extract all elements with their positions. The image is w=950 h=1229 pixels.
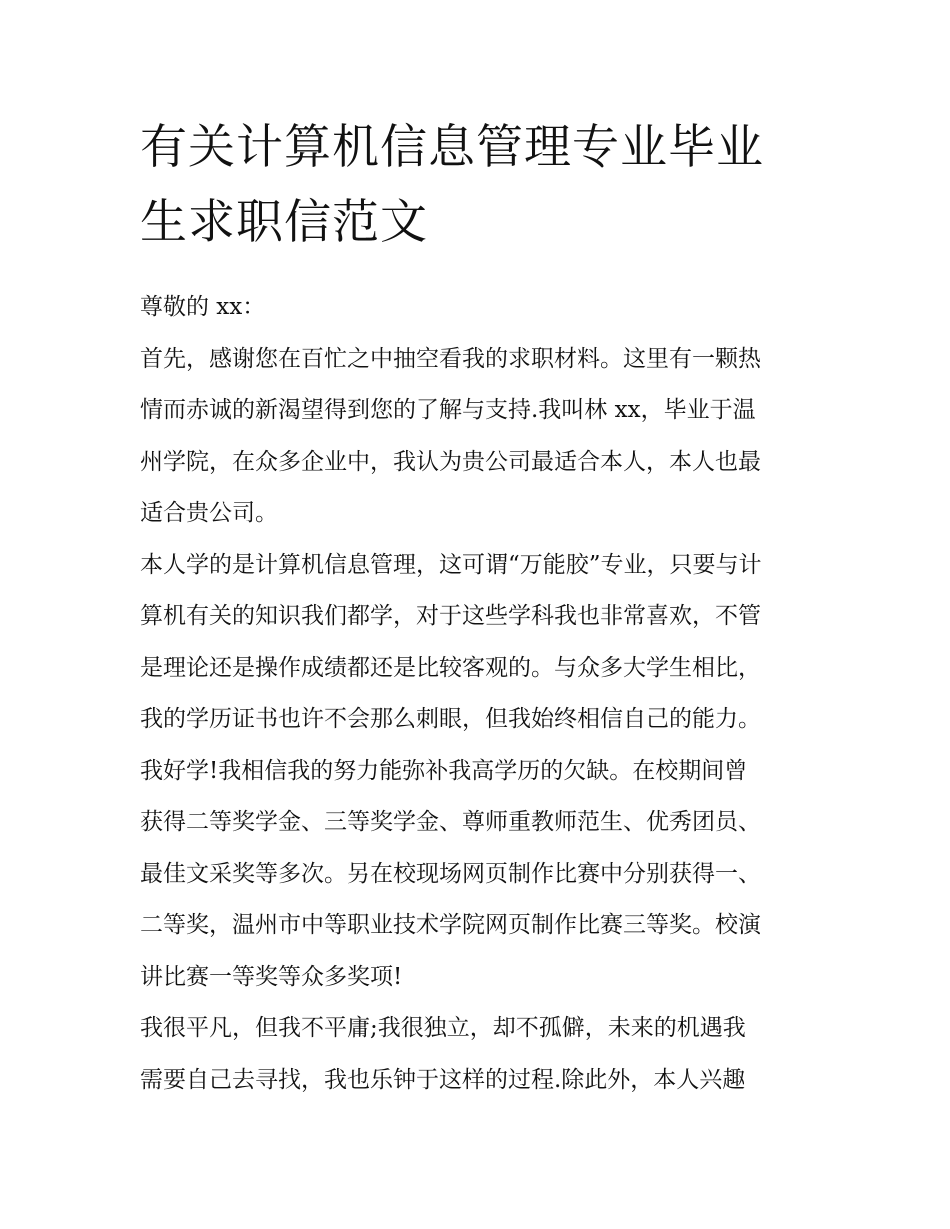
body-line: 需要自己去寻找，我也乐钟于这样的过程.除此外，本人兴趣 xyxy=(140,1066,746,1093)
body-line: 获得二等奖学金、三等奖学金、尊师重教师范生、优秀团员、 xyxy=(140,809,761,835)
document-title xyxy=(140,110,820,260)
body-line: 州学院，在众多企业中，我认为贵公司最适合本人，本人也最 xyxy=(140,448,761,475)
body-line: 情而赤诚的新渴望得到您的了解与支持.我叫林 xx，毕业于温 xyxy=(140,397,756,423)
body-line: 本人学的是计算机信息管理，这可谓“万能胶”专业，只要与计 xyxy=(140,551,762,578)
body-line: 是理论还是操作成绩都还是比较客观的。与众多大学生相比， xyxy=(140,654,761,681)
salutation-line: 尊敬的 xx： xyxy=(140,294,266,320)
body-line: 最佳文采奖等多次。另在校现场网页制作比赛中分别获得一、 xyxy=(140,860,761,887)
body-line: 二等奖，温州市中等职业技术学院网页制作比赛三等奖。校演 xyxy=(140,912,761,938)
body-line: 适合贵公司。 xyxy=(140,500,278,526)
body-line: 首先，感谢您在百忙之中抽空看我的求职材料。这里有一颗热 xyxy=(140,345,761,372)
title-line-1: 有关计算机信息管理专业毕业 xyxy=(140,120,764,175)
title-line-2: 生求职信范文 xyxy=(140,195,428,250)
body-line: 算机有关的知识我们都学，对于这些学科我也非常喜欢，不管 xyxy=(140,603,761,629)
body-line: 我的学历证书也许不会那么刺眼，但我始终相信自己的能力。 xyxy=(140,706,761,732)
document-body xyxy=(140,282,830,1106)
body-line: 我很平凡，但我不平庸;我很独立，却不孤僻，未来的机遇我 xyxy=(140,1015,746,1041)
body-line: 我好学!我相信我的努力能弥补我高学历的欠缺。在校期间曾 xyxy=(140,757,748,784)
body-line: 讲比赛一等奖等众多奖项! xyxy=(140,963,403,990)
